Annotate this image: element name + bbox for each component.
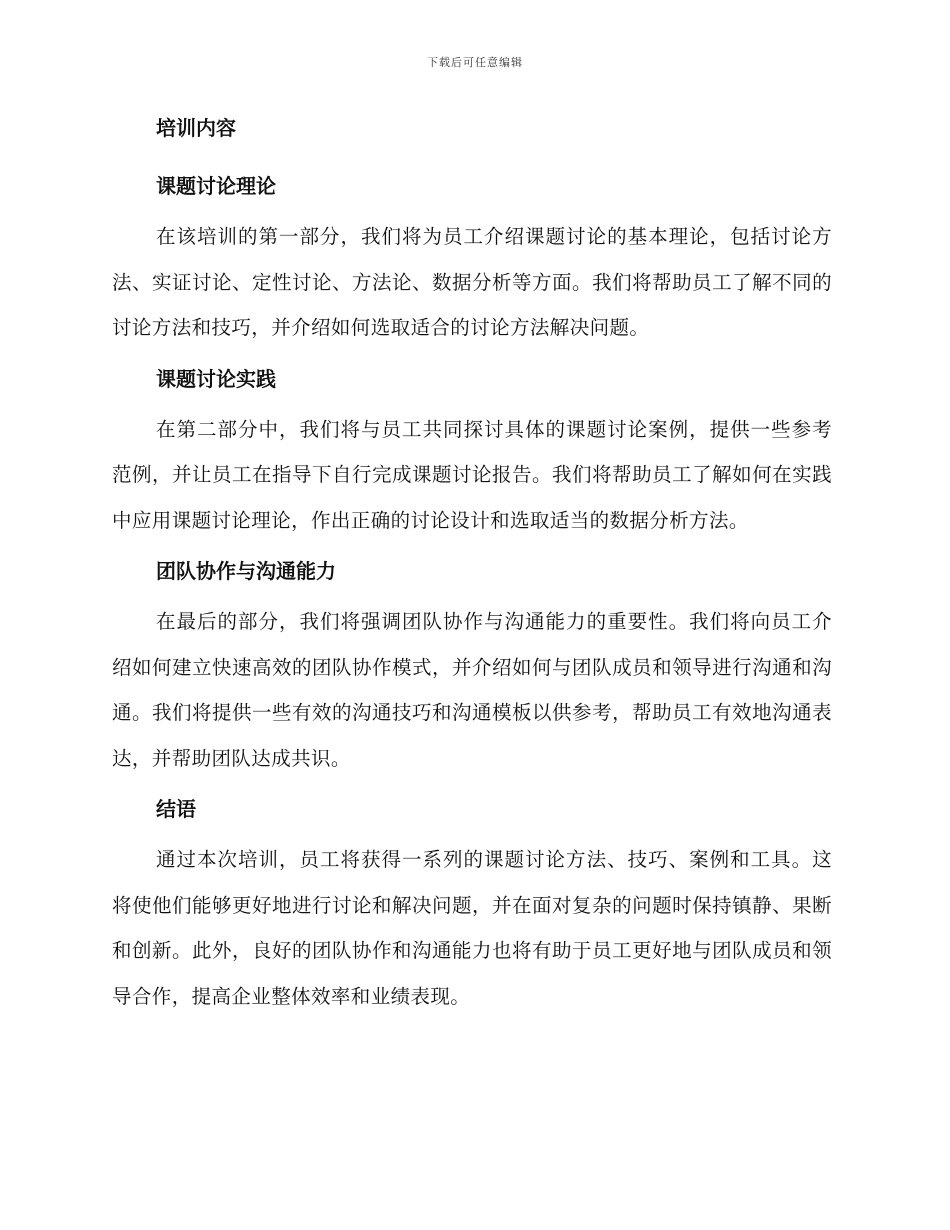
section-heading-training-content: 培训内容 [156,116,236,140]
section-paragraph-teamwork: 在最后的部分，我们将强调团队协作与沟通能力的重要性。我们将向员工介绍如何建立快速高效的团队协作模式，并介绍如何与团队成员和领导进行沟通和沟通。我们将提供一些有效的沟通技巧和沟通模板以供参考，帮助员工有效地沟通表达，并帮助团队达成共识。 [112,610,832,770]
section-paragraph-conclusion: 通过本次培训，员工将获得一系列的课题讨论方法、技巧、案例和工具。这将使他们能够更好地进行讨论和解决问题，并在面对复杂的问题时保持镇静、果断和创新。此外，良好的团队协作和沟通能力也将有助于员工更好地与团队成员和领导合作，提高企业整体效率和业绩表现。 [112,848,832,1008]
section-heading-teamwork: 团队协作与沟通能力 [156,559,336,583]
section-heading-theory: 课题讨论理论 [156,174,276,198]
document-body [112,110,832,1019]
section-heading-practice: 课题讨论实践 [156,366,276,391]
header-note: 下载后可任意编辑 [427,56,523,69]
section-heading-conclusion: 结语 [156,797,196,821]
section-paragraph-practice: 在第二部分中，我们将与员工共同探讨具体的课题讨论案例，提供一些参考范例，并让员工在指导下自行完成课题讨论报告。我们将帮助员工了解如何在实践中应用课题讨论理论，作出正确的讨论设计和选取适当的数据分析方法。 [112,417,832,532]
section-paragraph-theory: 在该培训的第一部分，我们将为员工介绍课题讨论的基本理论，包括讨论方法、实证讨论、定性讨论、方法论、数据分析等方面。我们将帮助员工了解不同的讨论方法和技巧，并介绍如何选取适合的讨论方法解决问题。 [112,225,832,339]
